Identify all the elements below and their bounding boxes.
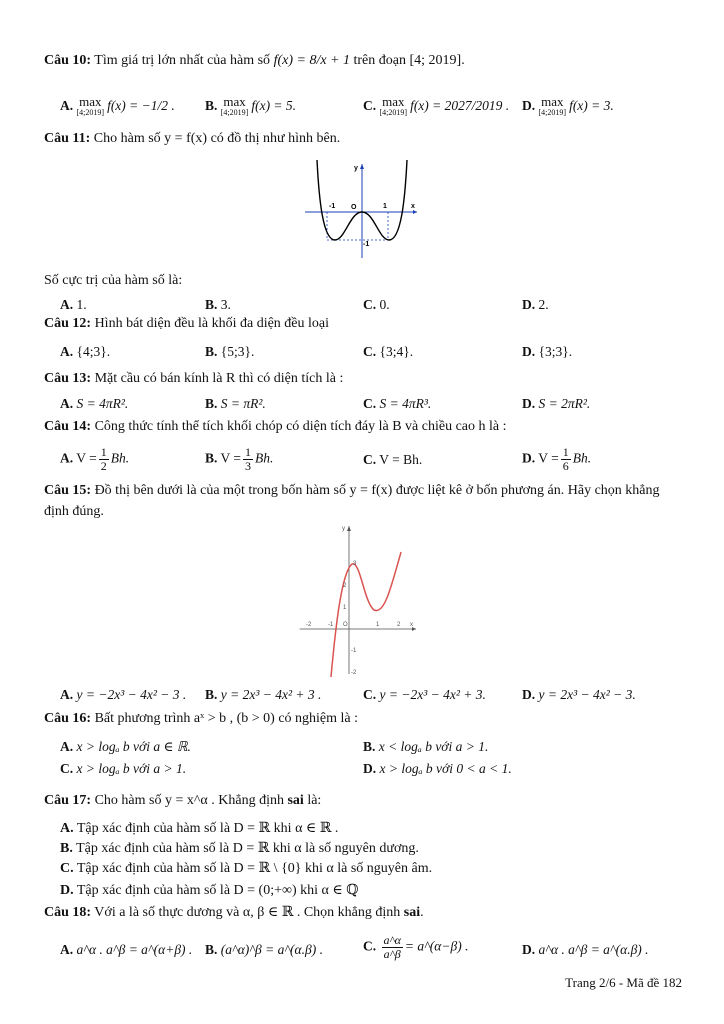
option-a[interactable]: A. 1. bbox=[60, 297, 87, 312]
option-d[interactable]: D. y = 2x³ − 4x² − 3. bbox=[522, 687, 636, 702]
option-b[interactable]: B. V = $\frac{1}{3}$ Bh. bbox=[205, 445, 274, 473]
q12-options bbox=[60, 344, 680, 366]
option-a[interactable]: A. S = 4πR². bbox=[60, 396, 129, 411]
y-axis-label: y bbox=[342, 526, 345, 532]
option-c[interactable]: C. 0. bbox=[363, 297, 390, 312]
option-d[interactable]: D. {3;3}. bbox=[522, 344, 573, 359]
q16-options-row2 bbox=[60, 761, 680, 783]
tick-x-minus-2: -2 bbox=[306, 622, 312, 628]
option-c[interactable]: C. {3;4}. bbox=[363, 344, 414, 359]
tick-y-1: 1 bbox=[343, 605, 347, 611]
tick-y-minus-2: -2 bbox=[351, 670, 357, 676]
tick-minus-1: -1 bbox=[329, 203, 336, 210]
option-c[interactable]: C. max [4;2019] f(x) = 2027/2019 . bbox=[363, 94, 510, 117]
q14-options bbox=[60, 446, 680, 476]
option-a[interactable]: A. y = −2x³ − 4x² − 3 . bbox=[60, 687, 187, 702]
y-axis-label: y bbox=[354, 165, 358, 172]
tick-1: 1 bbox=[383, 203, 387, 210]
question-label: Câu 10: bbox=[44, 53, 92, 68]
question-12: Câu 12: Hình bát diện đều là khối đa diện đều loại bbox=[44, 316, 330, 331]
function-expression: f(x) = 8/x + 1 bbox=[273, 53, 350, 68]
q13-options bbox=[60, 396, 680, 418]
question-label: Câu 11: bbox=[44, 131, 91, 146]
question-text-tail: trên đoạn [4; 2019]. bbox=[350, 53, 465, 68]
tick-y-3: 3 bbox=[353, 561, 357, 567]
option-c[interactable]: C. $\frac{a\^{}\alpha}{a\^{}\beta}$ = a^(α−β) . bbox=[363, 933, 469, 961]
q18-options bbox=[60, 934, 680, 970]
question-14: Câu 14: Công thức tính thể tích khối chóp có diện tích đáy là B và chiều cao h là : bbox=[44, 419, 507, 434]
option-a[interactable]: A. x > logₐ b với a ∈ ℝ. bbox=[60, 739, 191, 754]
q11-graph bbox=[305, 160, 420, 260]
tick-x-1: 1 bbox=[376, 622, 380, 628]
question-15: Câu 15: Đồ thị bên dưới là của một trong bốn hàm số y = f(x) được liệt kê ở bốn phương án. Hãy chọn khẳng định đúng. bbox=[44, 483, 660, 519]
question-text: Cho hàm số y = f(x) có đồ thị như hình bên. bbox=[90, 131, 341, 146]
tick-x-minus-1: -1 bbox=[328, 622, 334, 628]
option-c[interactable]: C. S = 4πR³. bbox=[363, 396, 432, 411]
q17-option-b[interactable]: B. Tập xác định của hàm số là D = ℝ khi α là số nguyên dương. bbox=[60, 841, 419, 856]
q15-options bbox=[60, 687, 680, 709]
question-16: Câu 16: Bất phương trình aˣ > b , (b > 0) có nghiệm là : bbox=[44, 711, 359, 726]
x-axis-label: x bbox=[410, 622, 413, 628]
option-b[interactable]: B. (a^α)^β = a^(α.β) . bbox=[205, 942, 323, 957]
question-18: Câu 18: Với a là số thực dương và α, β ∈ ℝ . Chọn khẳng định sai. bbox=[44, 905, 424, 920]
q16-options-row1 bbox=[60, 739, 680, 761]
option-c[interactable]: C. y = −2x³ − 4x² + 3. bbox=[363, 687, 486, 702]
x-axis-label: x bbox=[411, 203, 415, 210]
origin-label: O bbox=[343, 622, 348, 628]
option-d[interactable]: D. 2. bbox=[522, 297, 549, 312]
tick-y-minus-1: -1 bbox=[363, 241, 370, 248]
option-d[interactable]: D. S = 2πR². bbox=[522, 396, 591, 411]
option-b[interactable]: B. {5;3}. bbox=[205, 344, 255, 359]
tick-y-minus-1: -1 bbox=[351, 648, 357, 654]
option-d[interactable]: D. max [4;2019] f(x) = 3. bbox=[522, 94, 614, 117]
option-a[interactable]: A. a^α . a^β = a^(α+β) . bbox=[60, 942, 193, 957]
q17-option-d[interactable]: D. Tập xác định của hàm số là D = (0;+∞) khi α ∈ ℚ bbox=[60, 883, 359, 898]
option-a[interactable]: A. V = $\frac{1}{2}$ Bh. bbox=[60, 445, 130, 473]
option-d[interactable]: D. a^α . a^β = a^(α.β) . bbox=[522, 942, 649, 957]
q15-graph bbox=[298, 522, 418, 677]
option-a[interactable]: A. {4;3}. bbox=[60, 344, 111, 359]
origin-label: O bbox=[351, 204, 357, 211]
q10-options bbox=[60, 96, 680, 118]
option-b[interactable]: B. y = 2x³ − 4x² + 3 . bbox=[205, 687, 322, 702]
question-11 bbox=[44, 130, 684, 148]
option-b[interactable]: B. 3. bbox=[205, 297, 231, 312]
tick-y-2: 2 bbox=[343, 583, 347, 589]
option-a[interactable]: A. max [4;2019] f(x) = −1/2 . bbox=[60, 94, 175, 117]
option-c[interactable]: C. x > logₐ b với a > 1. bbox=[60, 761, 187, 776]
option-b[interactable]: B. S = πR². bbox=[205, 396, 266, 411]
option-b[interactable]: B. max [4;2019] f(x) = 5. bbox=[205, 94, 297, 117]
question-13: Câu 13: Mặt cầu có bán kính là R thì có diện tích là : bbox=[44, 371, 344, 386]
q17-option-c[interactable]: C. Tập xác định của hàm số là D = ℝ \ {0} khi α là số nguyên âm. bbox=[60, 861, 433, 876]
q11-subquestion: Số cực trị của hàm số là: bbox=[44, 273, 183, 288]
q17-option-a[interactable]: A. Tập xác định của hàm số là D = ℝ khi α ∈ ℝ . bbox=[60, 821, 339, 836]
page-footer: Trang 2/6 - Mã đề 182 bbox=[565, 975, 682, 990]
option-d[interactable]: D. x > logₐ b với 0 < a < 1. bbox=[363, 761, 512, 776]
question-17: Câu 17: Cho hàm số y = x^α . Khẳng định sai là: bbox=[44, 793, 322, 808]
tick-x-2: 2 bbox=[397, 622, 401, 628]
question-text: Tìm giá trị lớn nhất của hàm số bbox=[91, 53, 274, 68]
option-b[interactable]: B. x < logₐ b với a > 1. bbox=[363, 739, 489, 754]
option-c[interactable]: C. V = Bh. bbox=[363, 452, 423, 467]
question-10 bbox=[44, 52, 684, 70]
option-d[interactable]: D. V = $\frac{1}{6}$ Bh. bbox=[522, 445, 592, 473]
